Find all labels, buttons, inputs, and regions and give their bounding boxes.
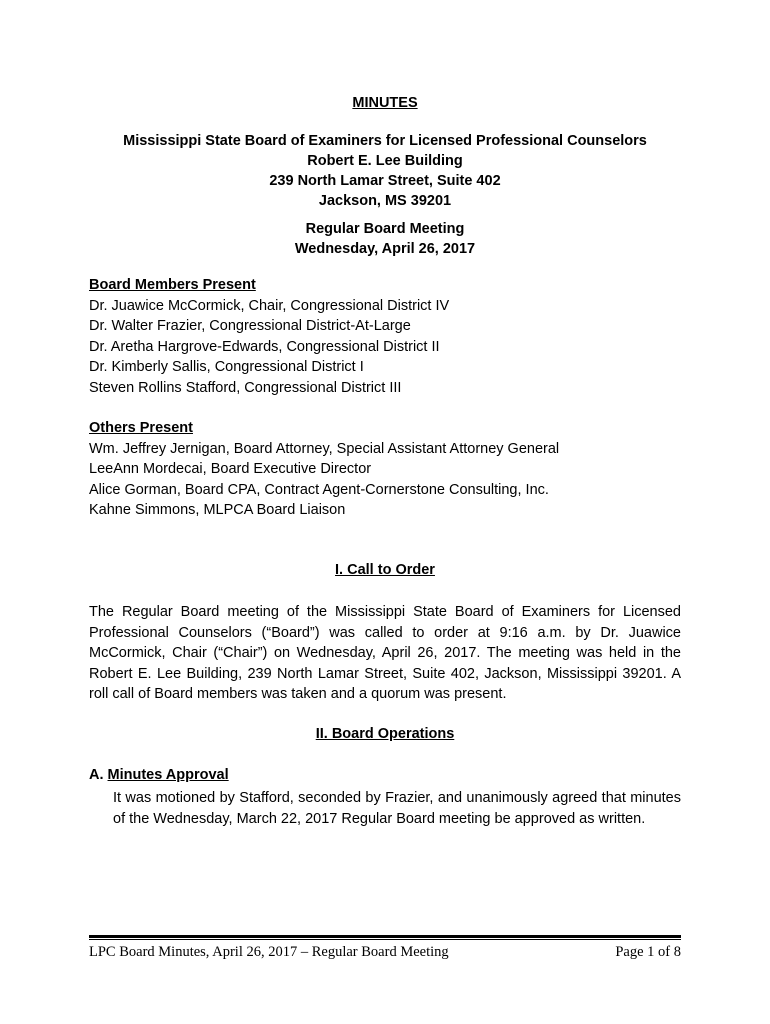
street-address: 239 North Lamar Street, Suite 402 <box>269 173 501 189</box>
attendee-item: Wm. Jeffrey Jernigan, Board Attorney, Special Assistant Attorney General <box>89 440 560 457</box>
attendee-item: Kahne Simmons, MLPCA Board Liaison <box>89 502 346 518</box>
member-item: Steven Rollins Stafford, Congressional District III <box>89 379 402 396</box>
others-present-section <box>89 418 681 521</box>
footer-document-title: LPC Board Minutes, April 26, 2017 – Regular Board Meeting <box>89 944 449 960</box>
building-name: Robert E. Lee Building <box>307 153 463 169</box>
minutes-approval-title: Minutes Approval <box>107 767 229 783</box>
member-item: Dr. Kimberly Sallis, Congressional District I <box>89 359 364 375</box>
attendee-item: LeeAnn Mordecai, Board Executive Director <box>89 461 372 477</box>
city-state-zip: Jackson, MS 39201 <box>318 193 452 209</box>
minutes-approval-heading <box>89 767 229 783</box>
call-to-order-paragraph: The Regular Board meeting of the Mississippi State Board of Examiners for Licensed Professional Counselors (“Board”) was called to order at 9:16 a.m. by Dr. Juawice McCormick, Chair (“Chair”) on Wednesday, April 26, 2017. The meeting was held in the Robert E. Lee Building, 239 North Lamar Street, Suite 402, Jackson, Mississippi 39201. A roll call of Board members was taken and a quorum was present. <box>89 604 681 703</box>
meeting-date: Wednesday, April 26, 2017 <box>294 241 476 257</box>
org-name: Mississippi State Board of Examiners for Licensed Professional Counselors <box>123 133 647 149</box>
document-title: MINUTES <box>352 95 418 111</box>
footer-rule-thin <box>89 939 681 940</box>
attendee-item: Alice Gorman, Board CPA, Contract Agent-Cornerstone Consulting, Inc. <box>89 481 549 498</box>
minutes-approval-label: A. <box>89 767 104 783</box>
board-members-section <box>89 275 681 398</box>
board-members-heading: Board Members Present <box>89 277 256 293</box>
footer-rule-thick <box>89 935 681 938</box>
footer-page-number: Page 1 of 8 <box>615 944 681 960</box>
others-present-heading: Others Present <box>89 420 193 436</box>
member-item: Dr. Aretha Hargrove-Edwards, Congressional District II <box>89 338 440 355</box>
organization-address <box>0 131 770 211</box>
board-operations-heading: II. Board Operations <box>315 726 455 742</box>
meeting-type: Regular Board Meeting <box>305 221 465 237</box>
member-item: Dr. Juawice McCormick, Chair, Congressional District IV <box>89 297 450 314</box>
minutes-approval-paragraph: It was motioned by Stafford, seconded by Frazier, and unanimously agreed that minutes of the Wednesday, March 22, 2017 Regular Board meeting be approved as written. <box>113 790 681 827</box>
call-to-order-heading: I. Call to Order <box>335 562 435 578</box>
member-item: Dr. Walter Frazier, Congressional District-At-Large <box>89 318 411 334</box>
meeting-info <box>0 219 770 259</box>
